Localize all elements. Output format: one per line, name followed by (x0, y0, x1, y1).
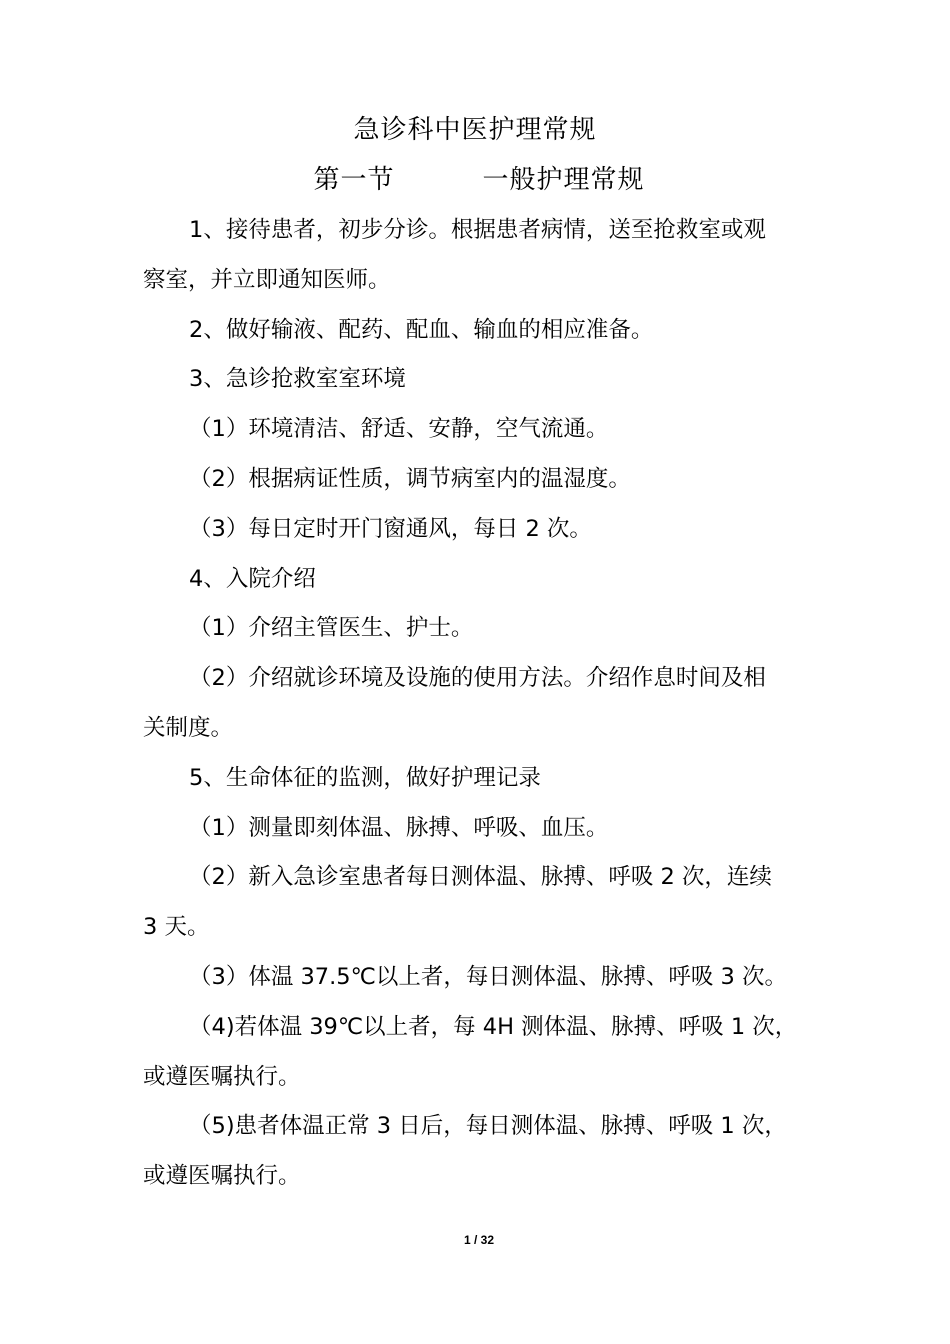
body-line: 3 天。 (143, 914, 210, 941)
body-line: （2）根据病证性质，调节病室内的温湿度。 (189, 465, 631, 492)
body-line: 或遵医嘱执行。 (143, 1163, 301, 1190)
body-line: （3）每日定时开门窗通风，每日 2 次。 (189, 515, 592, 542)
body-line: （5)患者体温正常 3 日后，每日测体温、脉搏、呼吸 1 次， (189, 1113, 787, 1140)
body-line: （2）介绍就诊环境及设施的使用方法。介绍作息时间及相 (189, 665, 766, 692)
body-line: （1）介绍主管医生、护士。 (189, 615, 474, 642)
body-line: （2）新入急诊室患者每日测体温、脉搏、呼吸 2 次，连续 (189, 864, 772, 891)
document-title: 急诊科中医护理常规 (353, 115, 597, 145)
body-line: （1）测量即刻体温、脉搏、呼吸、血压。 (189, 814, 609, 841)
body-line: 或遵医嘱执行。 (143, 1063, 301, 1090)
body-line: 1、接待患者，初步分诊。根据患者病情，送至抢救室或观 (189, 217, 766, 243)
body-line: 察室，并立即通知医师。 (143, 266, 391, 293)
section-heading (0, 162, 950, 198)
document-body (143, 206, 813, 1202)
body-line: 5、生命体征的监测，做好护理记录 (189, 764, 541, 791)
body-line: 3、急诊抢救室室环境 (189, 366, 406, 393)
body-line: 关制度。 (143, 714, 234, 741)
body-line: （1）环境清洁、舒适、安静，空气流通。 (189, 416, 609, 443)
body-line: （3）体温 37.5℃以上者，每日测体温、脉搏、呼吸 3 次。 (189, 963, 787, 990)
page-number: 1 / 32 (463, 1233, 495, 1247)
section-name: 一般护理常规 (482, 165, 645, 195)
body-line: 2、做好输液、配药、配血、输血的相应准备。 (189, 316, 654, 343)
body-line: 4、入院介绍 (189, 565, 316, 592)
section-number: 第一节 (313, 165, 395, 195)
body-line: （4)若体温 39℃以上者，每 4H 测体温、脉搏、呼吸 1 次， (189, 1013, 798, 1040)
